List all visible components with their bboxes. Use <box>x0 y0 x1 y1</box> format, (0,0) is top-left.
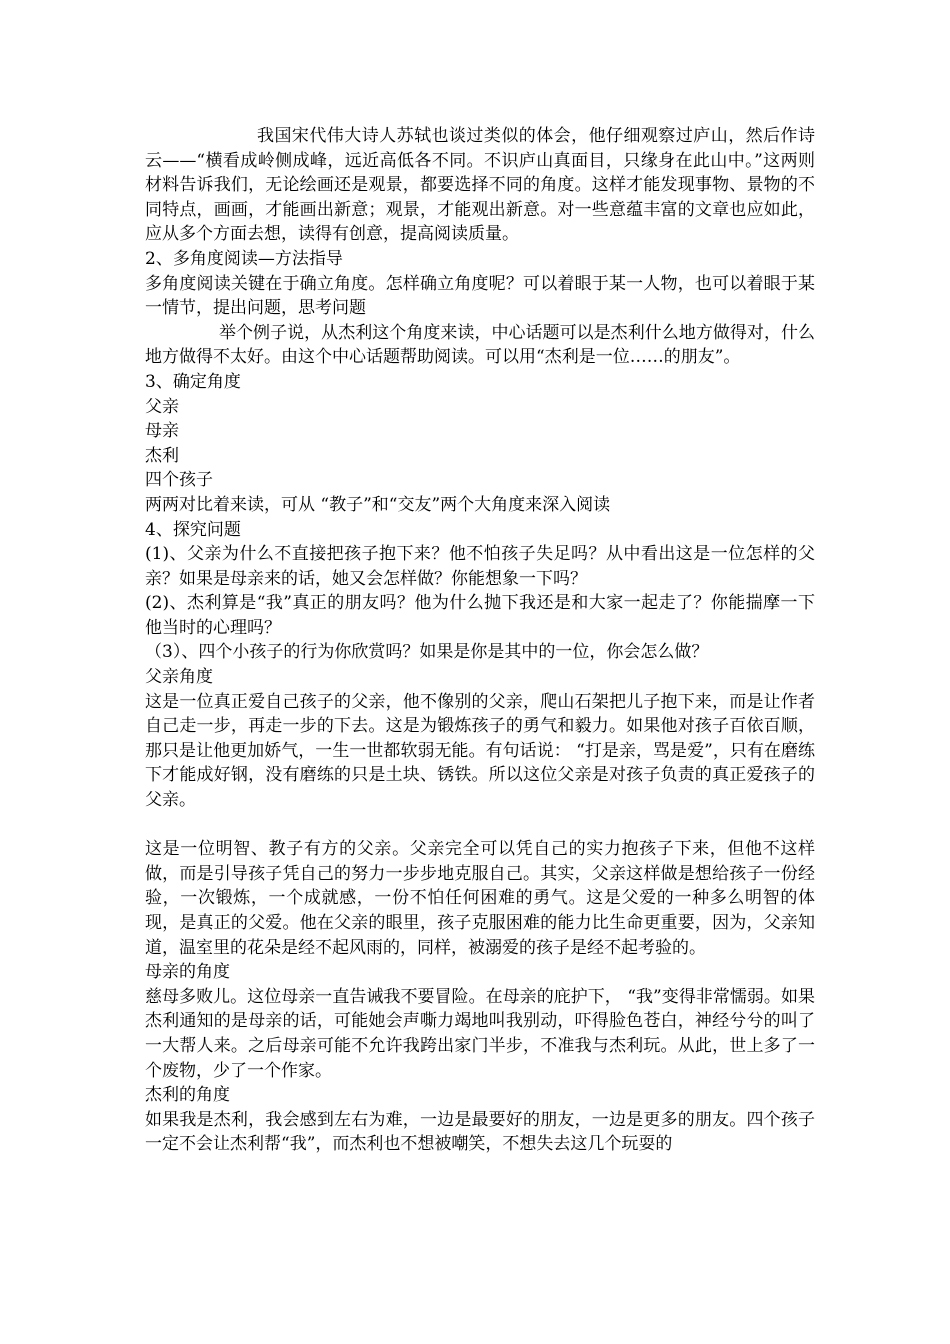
blank-line <box>145 813 815 838</box>
paragraph-su-shi: 我国宋代伟大诗人苏轼也谈过类似的体会，他仔细观察过庐山，然后作诗云——“横看成岭侧成峰，远近高低各不同。不识庐山真面目，只缘身在此山中。”这两则材料告诉我们，无论绘画还是观景，都要选择不同的角度。这样才能发现事物、景物的不同特点，画画，才能画出新意；观景，才能观出新意。对一些意蕴丰富的文章也应如此，应从多个方面去想，读得有创意，提高阅读质量。 <box>145 126 815 245</box>
question-2: (2)、杰利算是“我”真正的朋友吗？他为什么抛下我还是和大家一起走了？你能揣摩一下他当时的心理吗？ <box>145 593 815 638</box>
section-heading-4: 4、探究问题 <box>145 519 241 540</box>
paragraph-example: 举个例子说，从杰利这个角度来读，中心话题可以是杰利什么地方做得对，什么地方做得不太好。由这个中心话题帮助阅读。可以用“杰利是一位……的朋友”。 <box>145 322 815 368</box>
subheading-mother-angle: 母亲的角度 <box>145 962 230 983</box>
paragraph-method: 多角度阅读关键在于确立角度。怎样确立角度呢？可以着眼于某一人物，也可以着眼于某一情节，提出问题，思考问题 <box>145 273 815 319</box>
subheading-jerry-angle: 杰利的角度 <box>145 1085 230 1106</box>
paragraph-compare: 两两对比着来读，可从 “教子”和“交友”两个大角度来深入阅读 <box>145 494 611 515</box>
document-body <box>145 124 815 1157</box>
question-1: (1)、父亲为什么不直接把孩子抱下来？他不怕孩子失足吗？从中看出这是一位怎样的父亲？如果是母亲来的话，她又会怎样做？你能想象一下吗？ <box>145 544 815 589</box>
subheading-father-angle: 父亲角度 <box>145 667 213 688</box>
angle-item-children: 四个孩子 <box>145 470 213 491</box>
section-heading-2: 2、多角度阅读—方法指导 <box>145 248 343 269</box>
question-3: （3）、四个小孩子的行为你欣赏吗？如果是你是其中的一位，你会怎么做？ <box>145 642 709 663</box>
paragraph-father-1: 这是一位真正爱自己孩子的父亲，他不像别的父亲，爬山石架把儿子抱下来，而是让作者自己走一步，再走一步的下去。这是为锻炼孩子的勇气和毅力。如果他对孩子百依百顺，那只是让他更加娇气，一生一世都软弱无能。有句话说： “打是亲，骂是爱”，只有在磨练下才能成好钢，没有磨练的只是土块、锈铁。所以这位父亲是对孩子负责的真正爱孩子的父亲。 <box>145 691 815 811</box>
paragraph-mother: 慈母多败儿。这位母亲一直告诫我不要冒险。在母亲的庇护下， “我”变得非常懦弱。如果杰利通知的是母亲的话，可能她会声嘶力竭地叫我别动，吓得脸色苍白，神经兮兮的叫了一大帮人来。之后母亲可能不允许我跨出家门半步，不准我与杰利玩。从此，世上多了一个废物，少了一个作家。 <box>145 986 815 1081</box>
section-heading-3: 3、确定角度 <box>145 371 241 392</box>
angle-item-mother: 母亲 <box>145 421 179 442</box>
angle-item-father: 父亲 <box>145 396 179 417</box>
paragraph-father-2: 这是一位明智、教子有方的父亲。父亲完全可以凭自己的实力抱孩子下来，但他不这样做，而是引导孩子凭自己的努力一步步地克服自己。其实，父亲这样做是想给孩子一份经验，一次锻炼，一个成就感，一份不怕任何困难的勇气。这是父爱的一种多么明智的体现，是真正的父爱。他在父亲的眼里，孩子克服困难的能力比生命更重要，因为，父亲知道，温室里的花朵是经不起风雨的，同样，被溺爱的孩子是经不起考验的。 <box>145 839 815 958</box>
paragraph-jerry: 如果我是杰利，我会感到左右为难，一边是最要好的朋友，一边是更多的朋友。四个孩子一定不会让杰利帮“我”，而杰利也不想被嘲笑，不想失去这几个玩耍的 <box>145 1109 815 1155</box>
angle-item-jerry: 杰利 <box>145 445 179 466</box>
